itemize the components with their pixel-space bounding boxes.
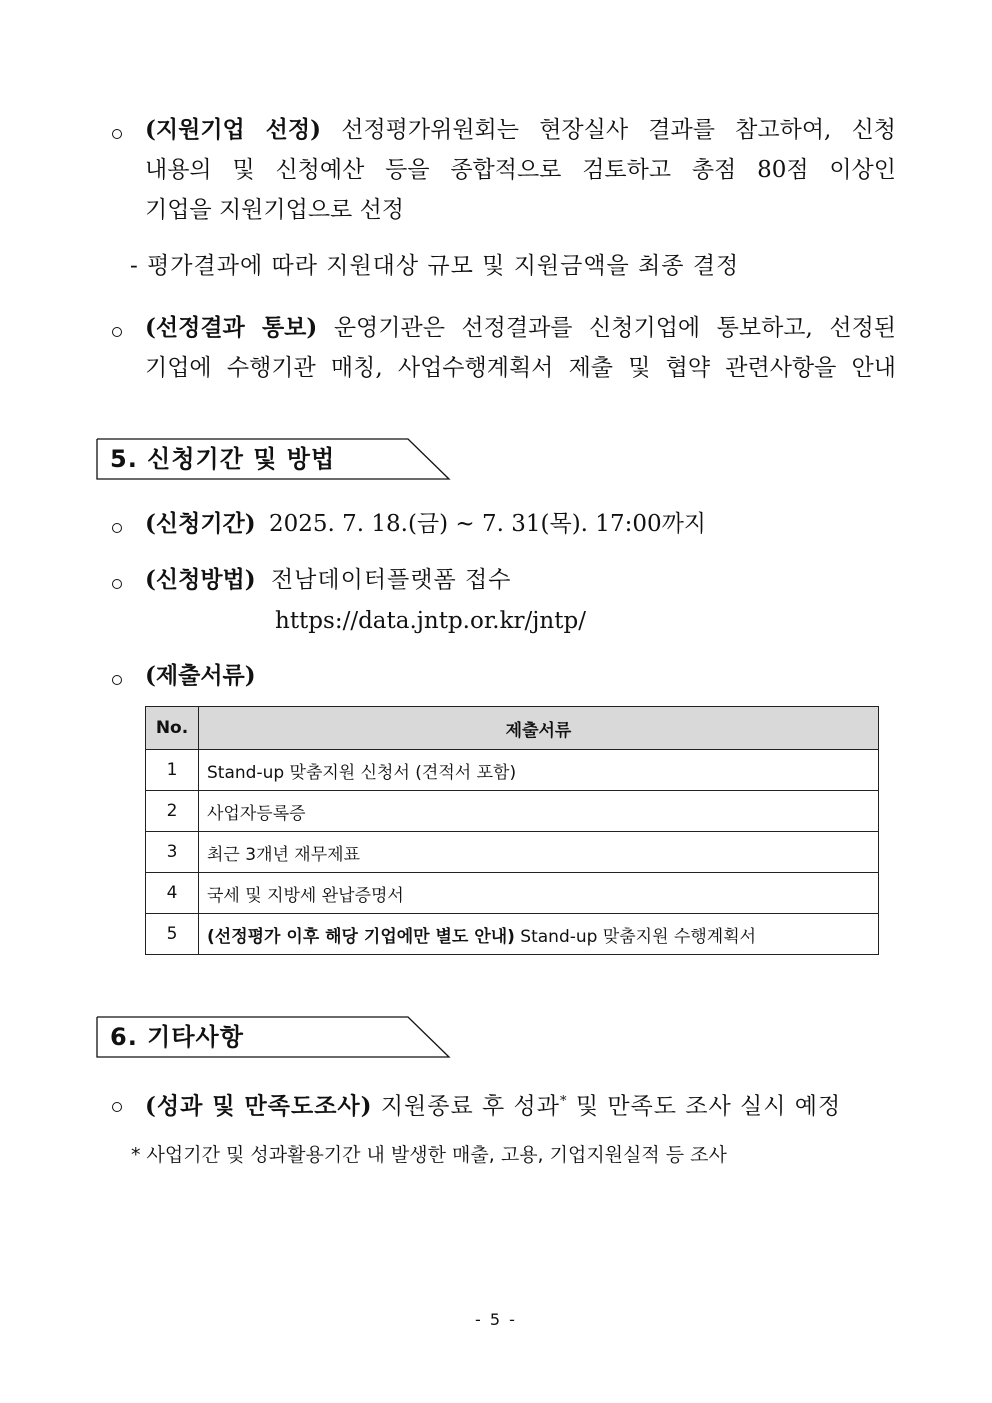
row-doc: 국세 및 지방세 완납증명서 (199, 873, 879, 914)
selection-line-1-text: 선정평가위원회는 현장실사 결과를 참고하여, 신청 (341, 117, 897, 143)
section-5-title: 5. 신청기간 및 방법 (110, 445, 336, 473)
notification-heading: (선정결과 통보) (145, 314, 318, 341)
table-row (146, 750, 879, 791)
table-row (146, 914, 879, 955)
section-6-heading-box (96, 1016, 450, 1058)
selection-dash-item: - 평가결과에 따라 지원대상 규모 및 지원금액을 최종 결정 (130, 253, 740, 279)
circle-bullet-icon (112, 129, 122, 139)
method-url[interactable]: https://data.jntp.or.kr/jntp/ (275, 608, 586, 634)
submission-docs-table (145, 706, 879, 955)
row-no: 1 (146, 750, 199, 791)
table-row (146, 791, 879, 832)
selection-line-2: 내용의 및 신청예산 등을 종합적으로 검토하고 총점 80점 이상인 (145, 157, 896, 183)
survey-footnote: * 사업기간 및 성과활용기간 내 발생한 매출, 고용, 기업지원실적 등 조사 (131, 1144, 727, 1166)
circle-bullet-icon (112, 523, 122, 533)
row-doc: Stand-up 맞춤지원 수행계획서 (514, 926, 757, 947)
row-doc-bold-note: (선정평가 이후 해당 기업에만 별도 안내) (207, 926, 515, 947)
section-5-heading-box (96, 438, 450, 480)
period-value: 2025. 7. 18.(금) ~ 7. 31(목). 17:00까지 (268, 511, 707, 537)
notification-line-2: 기업에 수행기관 매칭, 사업수행계획서 제출 및 협약 관련사항을 안내 (145, 355, 896, 381)
method-value: 전남데이터플랫폼 접수 (270, 567, 512, 593)
row-doc: 최근 3개년 재무제표 (199, 832, 879, 873)
row-no: 5 (146, 914, 199, 955)
row-doc: 사업자등록증 (199, 791, 879, 832)
circle-bullet-icon (112, 675, 122, 685)
bullet-circle (112, 670, 122, 689)
survey-line (145, 1082, 841, 1127)
row-no: 3 (146, 832, 199, 873)
row-doc: Stand-up 맞춤지원 신청서 (견적서 포함) (199, 750, 879, 791)
selection-line-3: 기업을 지원기업으로 선정 (145, 197, 405, 223)
row-doc-cell (199, 914, 879, 955)
period-heading: (신청기간) (145, 510, 256, 537)
bullet-circle (112, 574, 122, 593)
survey-text-b: 및 만족도 조사 실시 예정 (575, 1093, 842, 1120)
table-row (146, 873, 879, 914)
selection-line-1 (145, 110, 896, 150)
survey-text-a: 지원종료 후 성과 (380, 1093, 560, 1120)
docs-heading: (제출서류) (145, 662, 256, 689)
col-no-header: No. (146, 707, 199, 750)
bullet-circle (112, 124, 122, 143)
notification-line-1-text: 운영기관은 선정결과를 신청기업에 통보하고, 선정된 (333, 315, 897, 341)
page-number: - 5 - (475, 1310, 517, 1329)
notification-line-1 (145, 308, 896, 348)
method-heading: (신청방법) (145, 566, 256, 593)
bullet-circle (112, 1097, 122, 1116)
section-6-title: 6. 기타사항 (110, 1023, 244, 1051)
circle-bullet-icon (112, 1102, 122, 1112)
circle-bullet-icon (112, 327, 122, 337)
survey-superscript: * (560, 1094, 568, 1109)
table-row (146, 832, 879, 873)
method-line (145, 560, 511, 600)
row-no: 2 (146, 791, 199, 832)
col-docs-header: 제출서류 (199, 707, 879, 750)
table-header-row (146, 707, 879, 750)
circle-bullet-icon (112, 579, 122, 589)
selection-heading: (지원기업 선정) (145, 116, 321, 143)
bullet-circle (112, 518, 122, 537)
period-line (145, 504, 706, 544)
survey-heading: (성과 및 만족도조사) (145, 1092, 373, 1120)
bullet-circle (112, 322, 122, 341)
row-no: 4 (146, 873, 199, 914)
